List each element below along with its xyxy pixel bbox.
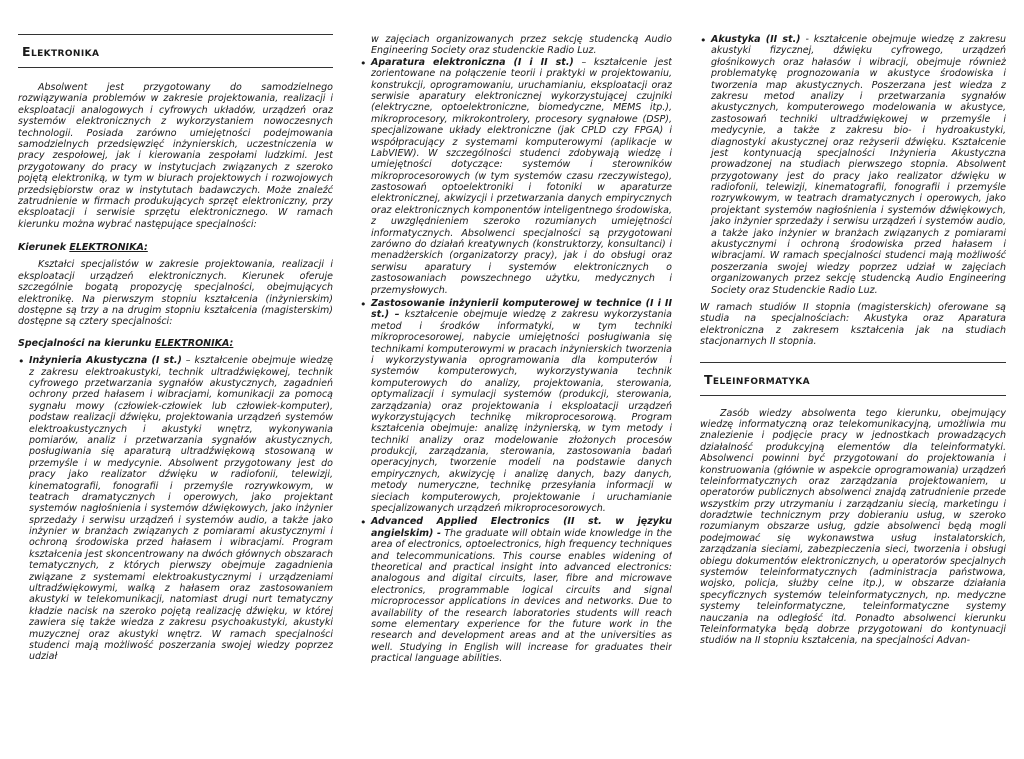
specialty-text: – kształcenie jest zorientowane na połączenie teorii i praktyki w projektowaniu, konstrukcji, oprogramowaniu, uruchamianiu, eksploatacji oraz serwisie aparatury elektronicznej wykorzystującej czujniki (elektryczne, optoelektroniczne, biomedyczne, MEMS itp.), mikroprocesory, mikrokontrolery, procesory sygnałowe (DSP), specjalizowane układy elektroniczne (jak CPLD czy FPGA) i współpracujący z systemami komputerowymi (aplikacje w LabVIEW). W szczególności studenci zdobywają wiedzę i umiejętności dotyczące: systemów i sterowników mikroprocesorowych (w tym systemów czasu rzeczywistego), zastosowań optoelektroniki i fotoniki w aparaturze elektronicznej, akwizycji i przetwarzania danych empirycznych oraz elektronicznych komponentów inteligentnego środowiska, z uwzględnieniem szeroko rozumianych umiejętności informatycznych. Absolwenci specjalności są przygotowani zarówno do działań kreatywnych (konstruktorzy, konsultanci) i menadżerskich (organizatorzy pracy), jak i do obsługi oraz serwisu aparatury i systemów elektronicznych o zastosowaniach powszechnego użytku, medycznych i przemysłowych. — [371, 56, 672, 296]
specialty-text: The graduate will obtain wide knowledge in the area of electronics, optoelectronics, high frequency techniques and telecommunications. This course enables widening of theoretical and practical insight into advanced electronics: analogous and digital circuits, laser, fibre and microwave electronics, programmable logical circuits and signal microprocessor applications in devices and networks. Due to availability of the research laboratories students will reach some elementary experience for the future work in the research and development areas and at the universities as well. Studying in English will increase for graduates their practical language abilities. — [371, 527, 672, 665]
specialty-item-aparatura — [360, 57, 672, 296]
specialty-title: Zastosowanie inżynierii komputerowej w technice (I i II st.) – — [371, 297, 672, 321]
section-rule-top — [700, 362, 1006, 363]
teleinformatyka-text: Zasób wiedzy absolwenta tego kierunku, obejmujący wiedzę informatyczną oraz telekomunikacyjną, umożliwia mu znalezienie i podjęcie pracy w jednostkach prowadzących działalność produkcyjną elementów dla teleinformatyki. Absolwenci powinni być przygotowani do projektowania i konstruowania (głównie w aspekcie oprogramowania) urządzeń teleinformatycznych oraz zarządzania projektowaniem, u operatorów publicznych absolwenci znajdą zatrudnienie przede wszystkim przy utrzymaniu i zarządzaniu siecią, marketingu i doradztwie technicznym przy dobieraniu usług, w szeroko rozumianym obszarze usług, gdzie absolwenci będą mogli podejmować się wykonawstwa usług instalatorskich, zarządzania sieciami, zabezpieczenia sieci, tworzenia i obsługi obiegu dokumentów elektronicznych, u operatorów specjalnych systemów teleinformatycznych (administracja państwowa, wojsko, policja, służby celne itp.), w obszarze działania specyficznych systemów teleinformatycznych, np. medyczne systemy teleinformatyczne, teleinformatyczne systemy nauczania na odległość itd. Ponadto absolwenci kierunku Teleinformatyka będą dobrze przygotowani do kontynuacji studiów na II stopniu kształcenia, na specjalności Advan- — [700, 407, 1006, 647]
specjalnosci-label: Specjalności na kierunku — [18, 337, 155, 349]
section-title-elektronika: Elektronika — [22, 44, 100, 59]
column-right — [700, 34, 1006, 759]
specjalnosci-name: ELEKTRONIKA: — [154, 337, 234, 349]
kierunek-heading — [18, 242, 333, 253]
column-middle — [360, 34, 672, 759]
specialty-title: Inżynieria Akustyczna (I st.) — [29, 355, 182, 367]
continued-text: w zajęciach organizowanych przez sekcję studencką Audio Engineering Society oraz studenckie Radio Luz. — [371, 34, 672, 57]
specialty-text: - kształcenie obejmuje wiedzę z zakresu akustyki fizycznej, dźwięku cyfrowego, urządzeń głośnikowych oraz hałasów i wibracji, obejmuje również problematykę prognozowania w akustyce środowiska i tworzenia map akustycznych. Poszerzana jest wiedza z zakresu metod analizy i przetwarzania sygnałów akustycznych, komputerowego modelowania w akustyce, zastosowań techniki ultradźwiękowej w przemyśle i medycynie, a także z zakresu bio- i hydroakustyki, diagnostyki akustycznej oraz reżyserii dźwięku. Kształcenie jest kontynuacją specjalności Inżynieria Akustyczna prowadzonej na studiach pierwszego stopnia. Absolwent przygotowany jest do pracy jako realizator dźwięku w radiofonii, telewizji, kinematografii, fonografii i przemyśle rozrywkowym, w teatrach dramatycznych i operowych, jako projektant systemów nagłośnienia i systemów dźwiękowych, jako inżynier sprzedaży i serwisu urządzeń i systemów audio, a także jako inżynier w branżach związanych z pomiarami akustycznymi i ochroną środowiska przed hałasem i wibracjami. W ramach specjalności studenci mają możliwość poszerzania swojej wiedzy poprzez udział w zajęciach organizowanych przez sekcję studencką Audio Engineering Society oraz Studenckie Radio Luz. — [711, 34, 1006, 296]
specialty-text: – kształcenie obejmuje wiedzę z zakresu elektroakustyki, technik ultradźwiękowej, technik cyfrowego przetwarzania sygnałów akustycznych, zagadnień ochrony przed hałasem i wibracjami, komunikacji za pomocą sygnału mowy (człowiek-człowiek lub człowiek-komputer), podstaw realizacji dźwięku, projektowania urządzeń systemów elektroakustycznych i akustyki wnętrz, wykonywania pomiarów, analiz i przetwarzania sygnałów akustycznych, posługiwania się aparaturą ultradźwiękową stosowaną w przemyśle i w medycynie. Absolwent przygotowany jest do pracy jako realizator dźwięku w radiofonii, telewizji, kinematografii, fonografii i przemyśle rozrywkowym, w teatrach dramatycznych i operowych, jako projektant systemów nagłośnienia i systemów dźwiękowych, jako inżynier sprzedaży i serwisu urządzeń i systemów audio, a także jako inżynier w branżach związanych z pomiarami akustycznymi i ochroną środowiska przed hałasem i wibracjami. Program kształcenia jest skoncentrowany na dwóch głównych obszarach tematycznych, z których pierwszy obejmuje zagadnienia związane z systemami elektroakustycznymi i urządzeniami ultradźwiękowymi, walką z hałasem oraz zastosowaniem akustyki w telekomunikacji, natomiast drugi nurt tematyczny kładzie nacisk na szeroko pojętą realizację dźwięku, w której zawiera się także wiedza z zakresu psychoakustyki, akustyki muzycznej oraz akustyki wnętrz. W ramach specjalności studenci mają możliwość poszerzania swojej wiedzy poprzez udział — [29, 355, 333, 663]
specialty-list-right — [700, 34, 1006, 296]
specialty-item-advanced-electronics — [360, 516, 672, 664]
specialty-item-inzynieria-komputerowa — [360, 298, 672, 514]
specialty-title: Aparatura elektroniczna (I i II st.) — [371, 56, 574, 68]
elektronika-intro: Absolwent jest przygotowany do samodzielnego rozwiązywania problemów w zakresie projektowania, realizacji i eksploatacji analogowych i cyfrowych układów, urządzeń oraz systemów elektronicznych z wykorzystaniem nowoczesnych technologii. Posiada zarówno umiejętności podejmowania samodzielnych przedsięwzięć inżynierskich, uczestniczenia w pracy zespołowej, jak i kierowania zespołami ludzkimi. Jest przygotowany do pracy w instytucjach związanych z szeroko pojętą elektroniką, w tym w biurach projektowych i rozwojowych przedsiębiorstw oraz w instytutach badawczych. Może znaleźć zatrudnienie w firmach produkujących sprzęt elektroniczny, przy eksploatacji i serwisie sprzętu elektronicznego. W ramach kierunku można wybrać następujące specjalności: — [18, 82, 333, 230]
section-title-teleinformatyka: Teleinformatyka — [704, 371, 810, 387]
specialty-text: kształcenie obejmuje wiedzę z zakresu wykorzystania metod i środków informatyki, w tym techniki mikroprocesorowej, nabycie umiejętności posługiwania się technikami komputerowymi w pracach inżynierskich tworzenia i wykorzystywania oprogramowania dla komputerów i systemów komputerowych, wykorzystywania technik komputerowych do analizy, projektowania, sterowania, optymalizacji i symulacji systemów (produkcji, sterowania, zarządzania) oraz projektowania i eksploatacji urządzeń wykorzystujących technikę mikroprocesorową. Program kształcenia obejmuje: analizę inżynierską, w tym metody i techniki analizy oraz modelowanie złożonych procesów produkcji, zarządzania, sterowania, zastosowania badań operacyjnych, tworzenie modeli na podstawie danych empirycznych, akwizycję i analizę danych, bazy danych, metody numeryczne, technikę przesyłania informacji w sieciach komputerowych, projektowanie i uruchamianie specjalizowanych urządzeń mikroprocesorowych. — [371, 309, 672, 515]
kierunek-label: Kierunek — [18, 242, 70, 254]
kierunek-description: Kształci specjalistów w zakresie projektowania, realizacji i eksploatacji urządzeń elektronicznych. Kierunek oferuje szczególnie bogatą propozycję specjalności, obejmujących elektronikę. Na pierwszym stopniu kształcenia (inżynierskim) dostępne są trzy a na drugim stopniu kształcenia (magisterskim) dostępne są cztery specjalności: — [18, 259, 333, 328]
ramach-paragraph: W ramach studiów II stopnia (magisterskich) oferowane są studia na specjalnościach: Akustyka oraz Aparatura elektroniczna z zakresem kształcenia jak na studiach stacjonarnych II stopnia. — [700, 301, 1006, 348]
specialty-item-akustyka — [700, 34, 1006, 296]
section-rule-top — [18, 34, 333, 35]
specialty-title: Akustyka (II st.) — [711, 34, 801, 45]
specialty-list-middle — [360, 57, 672, 665]
specialty-list-left — [18, 355, 333, 663]
specialty-title: Advanced Applied Electronics (II st. w języku angielskim) - — [371, 516, 672, 539]
specialty-item-inzynieria-akustyczna — [18, 355, 333, 663]
kierunek-name: ELEKTRONIKA: — [69, 242, 148, 254]
column-left — [18, 0, 333, 725]
specjalnosci-heading — [18, 338, 333, 349]
